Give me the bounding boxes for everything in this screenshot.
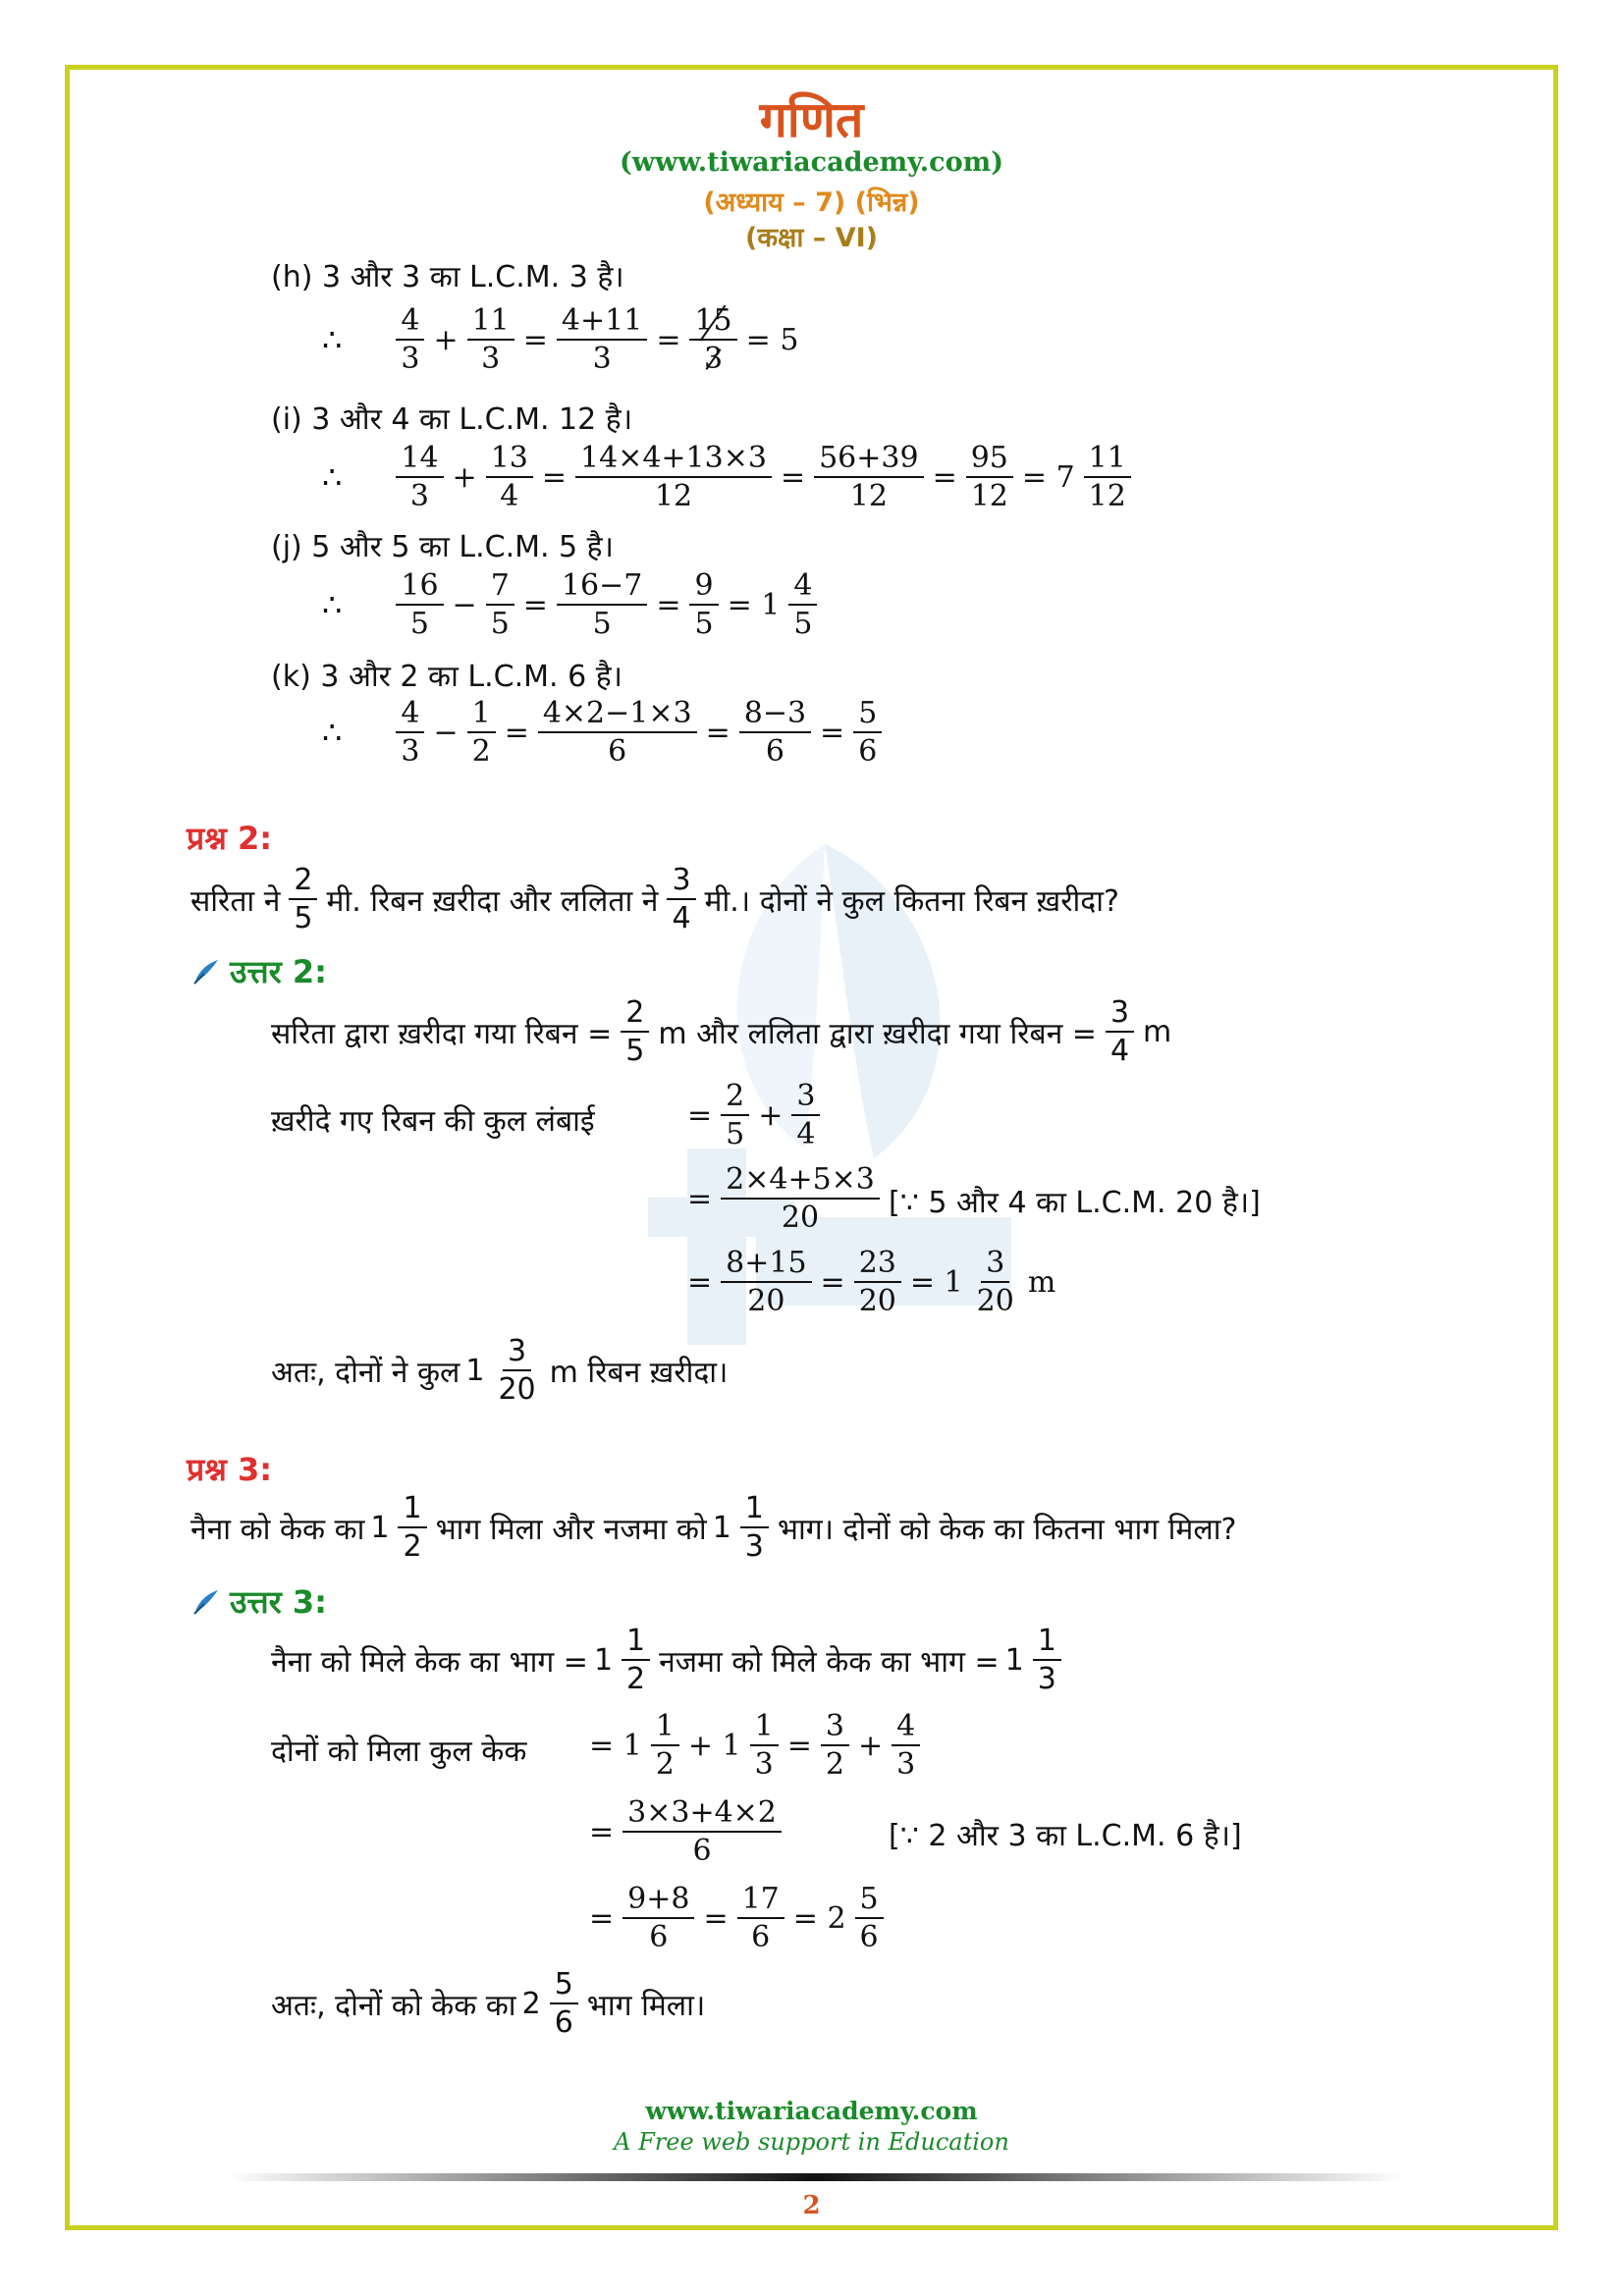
answer-2-heading: उत्तर 2: [190,950,327,992]
quill-icon [190,1588,220,1616]
part-i-label: (i) 3 और 4 का L.C.M. 12 है। [271,402,633,437]
page-title: गणित [759,91,864,148]
answer-3-step-1: = 1 1 2 + 1 1 3 = 3 2 + 4 3 [589,1710,923,1781]
answer-2-line-1: सरिता द्वारा ख़रीदा गया रिबन = $\frac{2}{5}$ m और ललिता द्वारा ख़रीदा गया रिबन = $\frac{3}{4}$ m [271,995,1172,1068]
answer-3-step-3: = 9+8 6 = 17 6 = 2 5 6 [589,1883,887,1953]
footer-tagline: A Free web support in Education [614,2128,1009,2156]
answer-3-line-2: दोनों को मिला कुल केक [271,1735,527,1769]
answer-3-step-2: = 3×3+4×2 6 [589,1796,784,1867]
question-2-heading: प्रश्न 2: [187,820,273,857]
answer-3-heading: उत्तर 3: [190,1580,327,1623]
header-url: (www.tiwariacademy.com) [620,147,1003,178]
question-3-heading: प्रश्न 3: [187,1451,273,1488]
answer-3-line-1: नैना को मिले केक का भाग = 1 1 2 नजमा को मिले केक का भाग = 1 1 3 [271,1625,1064,1695]
part-k-label: (k) 3 और 2 का L.C.M. 6 है। [271,660,623,694]
answer-3-lcm-note: [∵ 2 और 3 का L.C.M. 6 है।] [889,1819,1242,1853]
answer-3-conclusion: अतः, दोनों को केक का 2 5 6 भाग मिला। [271,1967,706,2040]
answer-2-conclusion: अतः, दोनों ने कुल 1 3 20 m रिबन ख़रीदा। [271,1334,729,1407]
footer-url[interactable]: www.tiwariacademy.com [645,2097,978,2125]
part-j-equation: ∴ 16 5 − 7 5 = 16−7 5 = 9 5 = 1 4 5 [322,569,820,640]
quill-icon [190,958,220,986]
question-2-text: सरिता ने 2 5 मी. रिबन ख़रीदा और ललिता ने 3 4 मी.। दोनों ने कुल कितना रिबन ख़रीदा? [190,863,1119,935]
part-i-equation: ∴ 14 3 + 13 4 = 14×4+13×3 12 = 56+39 12 = 95 12 = 7 11 12 [322,442,1134,512]
part-k-equation: ∴ 4 3 − 1 2 = 4×2−1×3 6 = 8−3 6 = 5 6 [322,697,885,768]
part-j-label: (j) 5 और 5 का L.C.M. 5 है। [271,530,614,564]
part-h-label: (h) 3 और 3 का L.C.M. 3 है। [271,260,624,294]
answer-2-line-2: ख़रीदे गए रिबन की कुल लंबाई [271,1104,595,1139]
answer-2-step-3: = 8+15 20 = 23 20 = 1 3 20 m [687,1246,1056,1318]
page-number: 2 [802,2191,821,2220]
chapter-label: (अध्याय – 7) (भिन्न) [703,187,920,218]
class-label: (कक्षा – VI) [744,223,878,253]
answer-2-step-2: = 2×4+5×3 20 [687,1163,883,1234]
answer-2-lcm-note: [∵ 5 और 4 का L.C.M. 20 है।] [889,1186,1261,1220]
question-3-text: नैना को केक का 1 1 2 भाग मिला और नजमा को 1 1 3 भाग। दोनों को केक का कितना भाग मिला? [190,1491,1237,1564]
part-h-equation: ∴ 4 3 + 11 3 = 4+11 3 = 15 3 = 5 [322,303,799,376]
footer-divider [226,2173,1404,2181]
answer-2-step-1: = 2 5 + 3 4 [687,1080,823,1150]
